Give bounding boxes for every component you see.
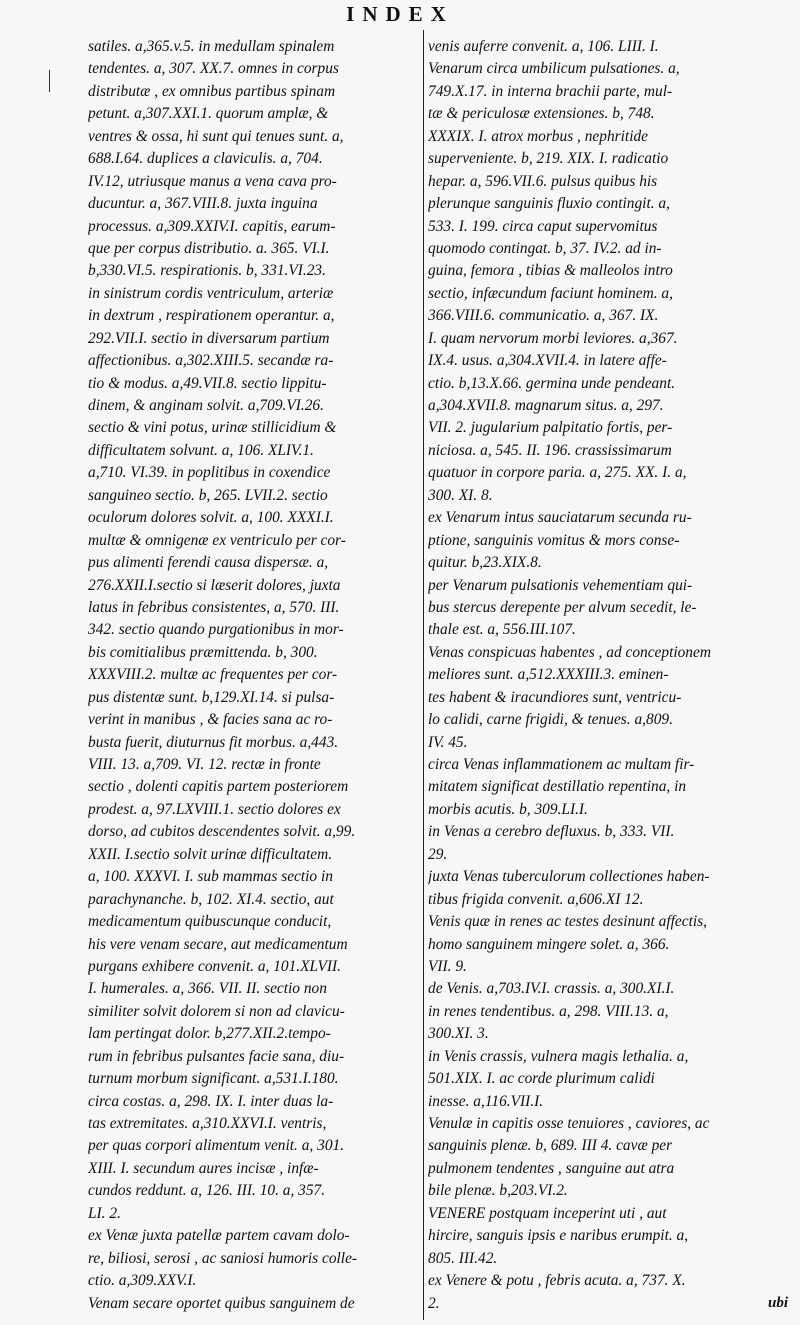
index-line: medicamentum quibuscunque conducit, — [88, 913, 332, 931]
index-line: latus in febribus consistentes, a, 570. III. — [88, 598, 340, 616]
index-line: meliores sunt. a,512.XXXIII.3. eminen- — [428, 666, 669, 684]
index-line: b,330.VI.5. respirationis. b, 331.VI.23. — [88, 262, 326, 280]
index-line: sanguineo sectio. b, 265. LVII.2. sectio — [88, 486, 328, 504]
index-line: pulmonem tendentes , sanguine aut atra — [428, 1159, 675, 1177]
index-line: 501.XIX. I. ac corde plurimum calidi — [428, 1070, 655, 1088]
index-line: purgans exhibere convenit. a, 101.XLVII. — [88, 957, 342, 975]
index-line: VII. 2. jugularium palpitatio fortis, per- — [428, 419, 673, 437]
index-line: hepar. a, 596.VII.6. pulsus quibus his — [428, 172, 658, 190]
index-line: superveniente. b, 219. XIX. I. radicatio — [428, 150, 669, 168]
index-line: quatuor in corpore paria. a, 275. XX. I. a, — [428, 464, 687, 482]
index-line: ventres & ossa, hi sunt qui tenues sunt. a, — [88, 127, 344, 145]
index-line: 688.I.64. duplices a claviculis. a, 704. — [88, 150, 323, 168]
index-line: dinem, & anginam solvit. a,709.VI.26. — [88, 397, 324, 414]
index-line: Venis quæ in renes ac testes desinunt affectis, — [428, 913, 707, 931]
margin-mark — [49, 70, 50, 92]
left-column — [88, 36, 416, 1315]
index-line: IV.12, utriusque manus a vena cava pro- — [88, 172, 337, 190]
index-line: juxta Venas tuberculorum collectiones haben- — [428, 868, 710, 886]
index-line: in renes tendentibus. a, 298. VIII.13. a, — [428, 1002, 669, 1020]
index-line: 300.XI. 3. — [428, 1025, 489, 1043]
index-line: affectionibus. a,302.XIII.5. secandæ ra- — [88, 352, 334, 370]
index-line: mitatem significat destillatio repentina, in — [428, 778, 687, 796]
index-line: homo sanguinem mingere solet. a, 366. — [428, 935, 670, 953]
index-line: bis comitialibus præmittenda. b, 300. — [88, 643, 318, 661]
index-line: ctio. b,13.X.66. germina unde pendeant. — [428, 374, 676, 392]
index-line: XXII. I.sectio solvit urinæ difficultatem. — [88, 845, 333, 863]
index-line: a,304.XVII.8. magnarum situs. a, 297. — [428, 397, 664, 414]
index-line: circa costas. a, 298. IX. I. inter duas la- — [88, 1092, 334, 1110]
index-line: dorso, ad cubitos descendentes solvit. a,99. — [88, 823, 356, 841]
index-line: tio & modus. a,49.VII.8. sectio lippitu- — [88, 374, 327, 392]
index-line: tas extremitates. a,310.XXVI.I. ventris, — [88, 1115, 327, 1132]
index-line: Venas conspicuas habentes , ad conceptionem — [428, 643, 711, 661]
index-line: a, 100. XXXVI. I. sub mammas sectio in — [88, 868, 333, 886]
index-line: tæ & periculosæ extensiones. b, 748. — [428, 105, 655, 123]
index-line: busta fuerit, diuturnus fit morbus. a,443. — [88, 733, 339, 751]
index-line: in Venas a cerebro defluxus. b, 333. VII. — [428, 823, 675, 841]
index-line: Venarum circa umbilicum pulsationes. a, — [428, 60, 680, 78]
index-line: inesse. a,116.VII.I. — [428, 1092, 544, 1110]
index-line: petunt. a,307.XXI.1. quorum amplæ, & — [88, 105, 329, 123]
index-line: LI. 2. — [88, 1204, 121, 1222]
running-head: INDEX — [346, 2, 454, 26]
index-line: VIII. 13. a,709. VI. 12. rectæ in fronte — [88, 756, 321, 773]
index-line: re, biliosi, serosi , ac saniosi humoris colle- — [88, 1249, 358, 1267]
index-line: IX.4. usus. a,304.XVII.4. in latere affe- — [428, 352, 667, 370]
index-line: XXXVIII.2. multæ ac frequentes per cor- — [88, 666, 338, 684]
index-line: prodest. a, 97.LXVIII.1. sectio dolores ex — [88, 800, 341, 818]
index-line: XXXIX. I. atrox morbus , nephritide — [428, 127, 648, 145]
index-line: in Venis crassis, vulnera magis lethalia. a, — [428, 1047, 689, 1065]
index-line: sectio & vini potus, urinæ stillicidium & — [88, 419, 337, 437]
index-line: Venulæ in capitis osse tenuiores , caviores, ac — [428, 1115, 710, 1132]
index-line: VENERE postquam inceperint uti , aut — [428, 1204, 667, 1222]
index-line: quomodo contingat. b, 37. IV.2. ad in- — [428, 239, 662, 257]
index-line: tendentes. a, 307. XX.7. omnes in corpus — [88, 60, 339, 78]
index-line: guina, femora , tibias & malleolos intro — [428, 262, 673, 280]
index-line: sectio, infæcundum faciunt hominem. a, — [428, 284, 673, 302]
index-line: parachynanche. b, 102. XI.4. sectio, aut — [88, 890, 334, 908]
index-line: 2. — [428, 1294, 440, 1312]
index-line: sanguinis plenæ. b, 689. III 4. cavæ per — [428, 1137, 673, 1155]
index-line: quitur. b,23.XIX.8. — [428, 554, 542, 572]
index-line: pus distentæ sunt. b,129.XI.14. si pulsa- — [88, 688, 335, 706]
index-line: satiles. a,365.v.5. in medullam spinalem — [88, 38, 335, 55]
index-line: per Venarum pulsationis vehementiam qui- — [428, 576, 693, 594]
right-column — [428, 36, 792, 1315]
index-line: 342. sectio quando purgationibus in mor- — [88, 621, 344, 639]
index-line: niciosa. a, 545. II. 196. crassissimarum — [428, 441, 672, 459]
index-line: I. quam nervorum morbi leviores. a,367. — [428, 329, 678, 347]
index-line: 533. I. 199. circa caput supervomitus — [428, 217, 658, 235]
index-line: ex Venarum intus sauciatarum secunda ru- — [428, 509, 692, 527]
index-line: ducuntur. a, 367.VIII.8. juxta inguina — [88, 195, 318, 213]
index-line: 292.VII.I. sectio in diversarum partium — [88, 329, 330, 347]
index-line: venis auferre convenit. a, 106. LIII. I. — [428, 38, 659, 55]
index-line: 805. III.42. — [428, 1249, 498, 1267]
index-line: hircire, sanguis ipsis e naribus erumpit. a, — [428, 1227, 689, 1245]
index-line: 276.XXII.I.sectio si læserit dolores, juxta — [88, 576, 341, 594]
index-line: per quas corpori alimentum venit. a, 301. — [88, 1137, 345, 1155]
index-line: similiter solvit dolorem si non ad clavicu- — [88, 1002, 345, 1020]
index-line: I. humerales. a, 366. VII. II. sectio non — [88, 980, 327, 998]
index-line: 366.VIII.6. communicatio. a, 367. IX. — [428, 307, 659, 325]
index-line: his vere venam secare, aut medicamentum — [88, 935, 348, 953]
index-line: oculorum dolores solvit. a, 100. XXXI.I. — [88, 509, 334, 527]
index-line: rum in febribus pulsantes facie sana, diu- — [88, 1047, 345, 1065]
index-line: bus stercus derepente per alvum secedit, le- — [428, 598, 697, 616]
index-line: de Venis. a,703.IV.I. crassis. a, 300.XI.I. — [428, 980, 675, 998]
index-line: tibus frigida convenit. a,606.XI 12. — [428, 890, 644, 908]
index-line: XIII. I. secundum aures incisæ , infæ- — [88, 1159, 319, 1177]
index-line: VII. 9. — [428, 957, 467, 975]
index-line: plerunque sanguinis fluxio contingit. a, — [428, 195, 670, 213]
index-line: morbis acutis. b, 309.LI.I. — [428, 800, 588, 818]
index-line: verint in manibus , & facies sana ac ro- — [88, 711, 333, 729]
index-line: ctio. a,309.XXV.I. — [88, 1272, 197, 1290]
index-line: distributæ , ex omnibus partibus spinam — [88, 82, 336, 100]
index-line: multæ & omnigenæ ex ventriculo per cor- — [88, 531, 346, 549]
index-line: in sinistrum cordis ventriculum, arteriæ — [88, 284, 334, 302]
index-line: ptione, sanguinis vomitus & mors conse- — [428, 531, 680, 549]
index-line: cundos reddunt. a, 126. III. 10. a, 357. — [88, 1182, 326, 1200]
column-rule — [423, 30, 424, 1320]
index-line: thale est. a, 556.III.107. — [428, 621, 576, 639]
index-line: ex Venæ juxta patellæ partem cavam dolo- — [88, 1227, 350, 1245]
index-line: sectio , dolenti capitis partem posteriorem — [88, 778, 349, 796]
index-line: turnum morbum significant. a,531.I.180. — [88, 1070, 339, 1088]
index-line: IV. 45. — [428, 733, 468, 751]
index-line: pus alimenti ferendi causa dispersæ. a, — [88, 554, 329, 572]
index-line: circa Venas inflammationem ac multam fir- — [428, 756, 695, 773]
catchword: ubi — [767, 1295, 788, 1311]
index-line: processus. a,309.XXIV.I. capitis, earum- — [88, 217, 336, 235]
index-line: 749.X.17. in interna brachii parte, mul- — [428, 82, 673, 100]
index-line: bile plenæ. b,203.VI.2. — [428, 1182, 568, 1200]
index-line: 29. — [428, 845, 448, 863]
index-line: ex Venere & potu , febris acuta. a, 737. X. — [428, 1272, 686, 1290]
index-line: tes habent & iracundiores sunt, ventricu- — [428, 688, 682, 706]
index-line: lo calidi, carne frigidi, & tenues. a,809. — [428, 711, 673, 729]
index-line: in dextrum , respirationem operantur. a, — [88, 307, 335, 325]
index-line: 300. XI. 8. — [428, 486, 493, 504]
index-line: lam pertingat dolor. b,277.XII.2.tempo- — [88, 1025, 331, 1043]
index-line: Venam secare oportet quibus sanguinem de — [88, 1294, 355, 1312]
index-line: que per corpus distributio. a. 365. VI.I. — [88, 239, 330, 257]
index-line: a,710. VI.39. in poplitibus in coxendice — [88, 464, 331, 482]
index-line: difficultatem solvunt. a, 106. XLIV.1. — [88, 441, 314, 459]
